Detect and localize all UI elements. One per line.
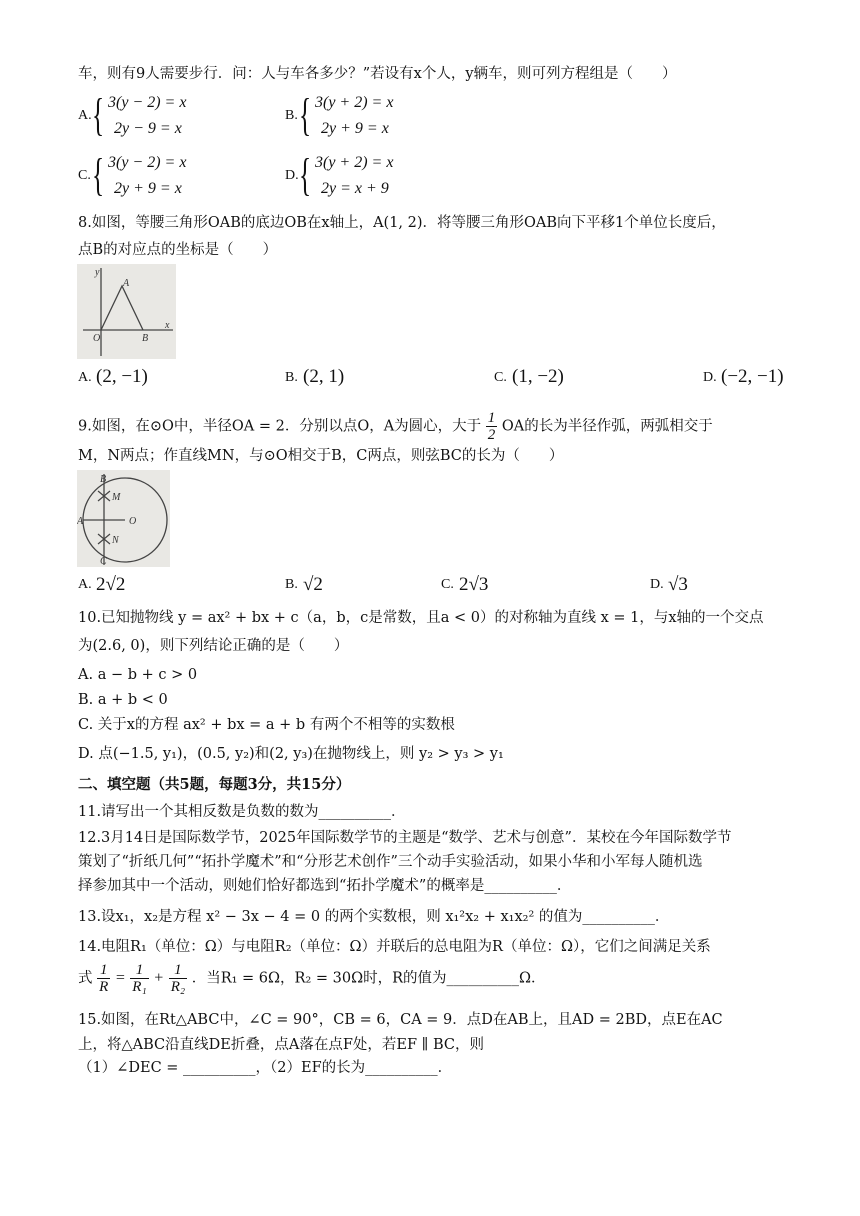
option-label: C.: [78, 168, 91, 183]
option-label: B.: [285, 108, 298, 123]
option-label: B.: [285, 370, 298, 385]
fraction-denominator: R: [99, 979, 109, 995]
q10-option-c[interactable]: C. 关于x的方程 ax² + bx = a + b 有两个不相等的实数根: [78, 717, 455, 733]
q14-prefix: 式: [78, 970, 93, 987]
option-value: (2, −1): [96, 366, 148, 387]
option-label: A.: [78, 370, 92, 385]
fraction-numerator: 1: [487, 410, 496, 426]
option-value: √2: [303, 574, 323, 595]
q7-stem: 车，则有9人需要步行．问：人与车各多少？”若设有x个人，y辆车，则可列方程组是（ ）: [78, 66, 677, 82]
q12-stem-line3: 择参加其中一个活动，则她们恰好都选到“拓扑学魔术”的概率是__________．: [78, 878, 572, 894]
axis-label-y: y: [95, 267, 100, 278]
point-label-m: M: [112, 492, 121, 503]
option-value: (1, −2): [512, 366, 564, 387]
option-label: A.: [78, 108, 92, 123]
q8-figure: [77, 264, 176, 359]
q9-stem-line2: M，N两点；作直线MN，与⊙O相交于B，C两点，则弦BC的长为（ ）: [78, 448, 564, 464]
q10-stem-line1: 10.已知抛物线 y = ax² + bx + c（a，b，c是常数，且a < 0）的对称轴为直线 x = 1，与x轴的一个交点: [78, 610, 764, 626]
option-value: (−2, −1): [721, 366, 784, 387]
brace: {: [92, 89, 105, 140]
axis-label-x: x: [165, 320, 170, 331]
q14-suffix: ．当R₁ = 6Ω，R₂ = 30Ω时，R的值为__________Ω．: [191, 970, 546, 987]
fraction-1-over-r: [97, 962, 110, 995]
equation-2: 2y = x + 9: [321, 180, 389, 197]
q9-text-a: 9.如图，在⊙O中，半径OA = 2．分别以点O，A为圆心，大于: [78, 418, 482, 435]
fraction-1-over-r1: [130, 962, 148, 995]
option-label: D.: [650, 577, 664, 592]
q13-stem: 13.设x₁，x₂是方程 x² − 3x − 4 = 0 的两个实数根，则 x₁²x₂ + x₁x₂² 的值为__________．: [78, 909, 670, 925]
q10-option-b[interactable]: B. a + b < 0: [78, 692, 168, 708]
q10-option-d[interactable]: D. 点(−1.5, y₁)，(0.5, y₂)和(2, y₃)在抛物线上，则 y₂ > y₃ > y₁: [78, 746, 504, 762]
point-label-a: A: [123, 278, 130, 289]
equation-1: 3(y + 2) = x: [315, 94, 394, 111]
option-value: 2√2: [96, 574, 126, 595]
point-label-b: B: [100, 474, 107, 485]
option-label: B.: [285, 577, 298, 592]
triangle-oab: [101, 286, 143, 330]
q15-stem-line2: 上，将△ABC沿直线DE折叠，点A落在点F处，若EF ∥ BC，则: [78, 1037, 484, 1053]
q14-stem-line2: [78, 962, 546, 995]
option-value: √3: [668, 574, 688, 595]
fraction-one-half: [486, 410, 498, 443]
triangle-figure: [77, 264, 176, 359]
fraction-denominator: R₂: [170, 979, 186, 995]
option-value: 2√3: [459, 574, 489, 595]
equation-1: 3(y + 2) = x: [315, 154, 394, 171]
q11-stem: 11.请写出一个其相反数是负数的数为__________．: [78, 804, 406, 820]
q15-stem-line1: 15.如图，在Rt△ABC中，∠C = 90°，CB = 6，CA = 9．点D在AB上，且AD = 2BD，点E在AC: [78, 1012, 723, 1028]
plus-sign: +: [153, 969, 165, 987]
circle-figure: [77, 470, 170, 567]
q15-stem-line3: （1）∠DEC = __________，（2）EF的长为__________．: [78, 1060, 453, 1076]
point-label-c: C: [100, 556, 107, 567]
point-label-b: B: [142, 333, 149, 344]
point-label-a: A: [77, 516, 84, 527]
fraction-1-over-r2: [169, 962, 187, 995]
q10-option-a[interactable]: A. a − b + c > 0: [78, 667, 198, 683]
brace: {: [92, 149, 105, 200]
q9-text-b: OA的长为半径作弧，两弧相交于: [501, 418, 713, 435]
equation-2: 2y + 9 = x: [114, 180, 182, 197]
fraction-numerator: 1: [169, 962, 187, 979]
equation-2: 2y − 9 = x: [114, 120, 182, 137]
point-label-o: O: [93, 333, 101, 344]
option-label: C.: [441, 577, 454, 592]
q8-stem-line2: 点B的对应点的坐标是（ ）: [78, 242, 278, 258]
equals-sign: =: [114, 969, 126, 987]
equation-1: 3(y − 2) = x: [108, 94, 187, 111]
fraction-numerator: 1: [97, 962, 110, 979]
option-label: A.: [78, 577, 92, 592]
q9-stem-line1: [78, 410, 713, 443]
fraction-denominator: R₁: [132, 979, 147, 995]
equation-1: 3(y − 2) = x: [108, 154, 187, 171]
q8-stem-line1: 8.如图，等腰三角形OAB的底边OB在x轴上，A(1, 2)．将等腰三角形OAB向下平移1个单位长度后，: [78, 215, 726, 231]
fraction-denominator: 2: [487, 427, 496, 443]
point-label-o: O: [129, 516, 137, 527]
q12-stem-line2: 策划了“折纸几何”“拓扑学魔术”和“分形艺术创作”三个动手实验活动，如果小华和小军每人随机选: [78, 854, 703, 870]
q14-stem-line1: 14.电阻R₁（单位：Ω）与电阻R₂（单位：Ω）并联后的总电阻为R（单位：Ω），它们之间满足关系: [78, 939, 711, 955]
section-title-fill-in: 二、填空题（共5题，每题3分，共15分）: [78, 776, 351, 793]
brace: {: [299, 149, 312, 200]
brace: {: [299, 89, 312, 140]
option-label: D.: [703, 370, 717, 385]
option-value: (2, 1): [303, 366, 345, 387]
q12-stem-line1: 12.3月14日是国际数学节，2025年国际数学节的主题是“数学、艺术与创意”．某校在今年国际数学节: [78, 830, 732, 846]
q9-figure: [77, 470, 170, 567]
fraction-numerator: 1: [130, 962, 148, 979]
option-label: D.: [285, 168, 299, 183]
point-label-n: N: [112, 535, 119, 546]
q10-stem-line2: 为(2.6, 0)，则下列结论正确的是（ ）: [78, 638, 349, 654]
option-label: C.: [494, 370, 507, 385]
equation-2: 2y + 9 = x: [321, 120, 389, 137]
